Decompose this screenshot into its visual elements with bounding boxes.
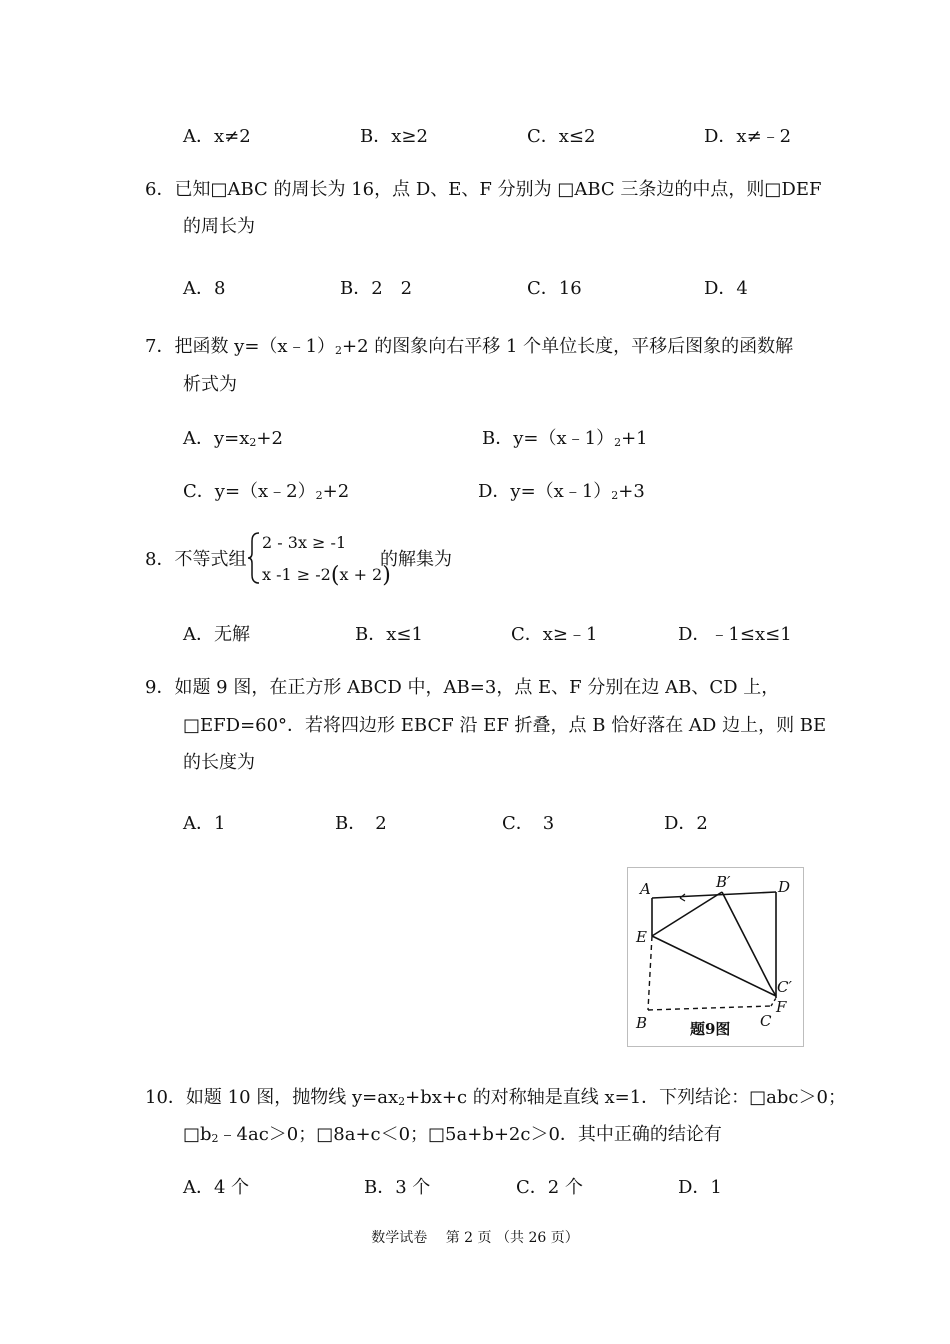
q9-arrow-mark [680, 894, 685, 901]
q9-label-a: A [640, 880, 651, 898]
q9-segment-bc [648, 1006, 771, 1010]
q9-figure-svg [628, 868, 803, 1046]
q7-stem-line2: 析式为 [183, 374, 237, 395]
q5-option-a: A．x≠2 [183, 126, 251, 147]
q7-stem-line1: 7．把函数 y=（x﹣1）2+2 的图象向右平移 1 个单位长度，平移后图象的函数解 [145, 336, 794, 357]
q9-stem-line2: □EFD=60°．若将四边形 EBCF 沿 EF 折叠，点 B 恰好落在 AD 边上，则 BE [183, 715, 827, 736]
q10-option-d: D．1 [678, 1177, 722, 1198]
q9-segment-ef [652, 936, 776, 996]
q9-stem-line3: 的长度为 [183, 752, 255, 773]
q6-option-a: A．8 [183, 278, 226, 299]
q10-option-c: C．2 个 [516, 1177, 583, 1198]
q8-option-d: D．﹣1≤x≤1 [678, 624, 792, 645]
q9-figure-caption: 题9图 [690, 1020, 731, 1038]
q7-option-c: C．y=（x﹣2）2+2 [183, 481, 350, 502]
q9-label-c-prime: C′ [777, 978, 792, 996]
q8-stem-prefix: 8．不等式组 [145, 549, 247, 570]
q5-option-b: B．x≥2 [360, 126, 428, 147]
q9-option-a: A．1 [183, 813, 226, 834]
q8-system-brace [246, 531, 262, 585]
q10-option-b: B．3 个 [364, 1177, 431, 1198]
q8-option-c: C．x≥﹣1 [511, 624, 598, 645]
q9-label-e: E [636, 928, 647, 946]
q5-option-c: C．x≤2 [527, 126, 596, 147]
q9-segment-eb-prime [652, 892, 722, 936]
q6-stem-line2: 的周长为 [183, 216, 255, 237]
q9-label-b-prime: B′ [716, 873, 731, 891]
q9-figure [627, 867, 804, 1047]
q9-option-c: C． 3 [502, 813, 555, 834]
q6-option-b: B．2 2 [340, 278, 413, 299]
q9-option-d: D．2 [664, 813, 708, 834]
q6-option-d: D．4 [704, 278, 748, 299]
q9-label-d: D [778, 878, 791, 896]
q9-stem-line1: 9．如题 9 图，在正方形 ABCD 中，AB=3，点 E、F 分别在边 AB、CD 上， [145, 677, 780, 698]
q8-option-b: B．x≤1 [355, 624, 423, 645]
q10-stem-line2: □b2﹣4ac＞0；□8a+c＜0；□5a+b+2c＞0．其中正确的结论有 [183, 1124, 722, 1145]
q5-option-d: D．x≠﹣2 [704, 126, 792, 147]
q9-segment-eb [648, 936, 652, 1010]
q8-inequality-2: x -1 ≥ -2(x + 2) [262, 563, 391, 588]
q8-stem-suffix: 的解集为 [380, 549, 452, 570]
q7-option-a: A．y=x2+2 [183, 428, 283, 449]
q8-option-a: A．无解 [183, 624, 250, 645]
q9-segment-b-prime-c-prime [722, 892, 770, 986]
q9-option-b: B． 2 [335, 813, 387, 834]
page-footer: 数学试卷 第 2 页 （共 26 页） [371, 1230, 579, 1246]
q6-option-c: C．16 [527, 278, 582, 299]
q10-option-a: A．4 个 [183, 1177, 250, 1198]
q10-stem-line1: 10．如题 10 图，抛物线 y=ax2+bx+c 的对称轴是直线 x=1．下列结论：□abc＞0； [145, 1087, 846, 1108]
q6-stem-line1: 6．已知□ABC 的周长为 16，点 D、E、F 分别为 □ABC 三条边的中点，则□DEF [145, 179, 822, 200]
q9-label-f: F [776, 998, 787, 1016]
q7-option-b: B．y=（x﹣1）2+1 [482, 428, 648, 449]
q7-option-d: D．y=（x﹣1）2+3 [478, 481, 645, 502]
q9-label-b: B [636, 1014, 648, 1032]
q9-label-c: C [760, 1012, 772, 1030]
q8-inequality-1: 2 - 3x ≥ -1 [262, 533, 347, 552]
